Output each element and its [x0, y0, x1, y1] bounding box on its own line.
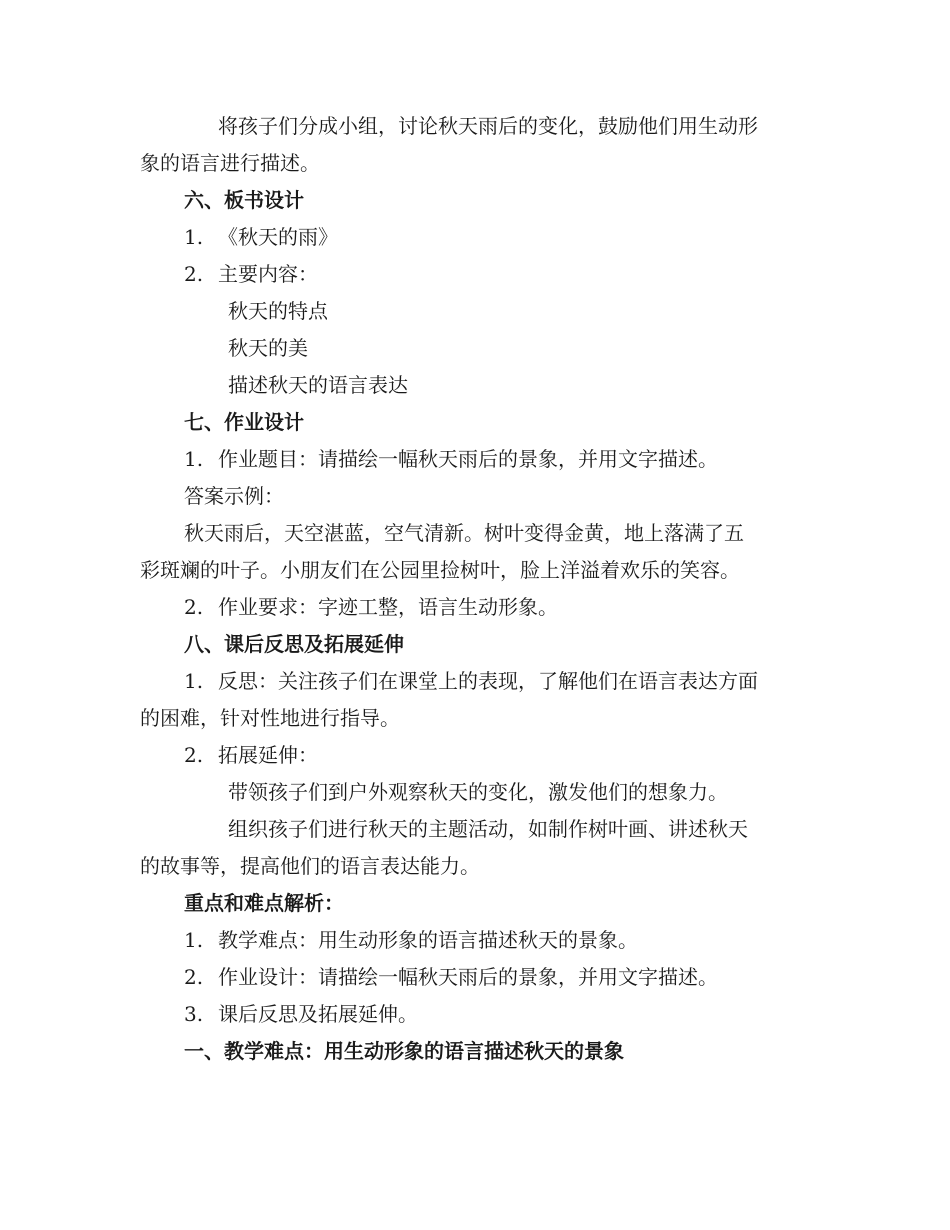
analysis-heading: 重点和难点解析： [184, 891, 344, 915]
s7-item-1-num: 1. [184, 447, 204, 471]
s8-item-2 [140, 737, 810, 774]
section-1-heading: 一、教学难点：用生动形象的语言描述秋天的景象 [184, 1039, 624, 1063]
intro-line-2: 象的语言进行描述。 [140, 151, 320, 175]
s8-item-2-num: 2. [184, 743, 204, 767]
analysis-item-3 [140, 996, 810, 1033]
analysis-item-2 [140, 959, 810, 996]
section-7-heading: 七、作业设计 [184, 410, 304, 434]
s8-sub-2-line-2: 的故事等，提高他们的语言表达能力。 [140, 854, 480, 878]
s7-item-1 [140, 441, 810, 478]
s7-answer-label: 答案示例： [184, 484, 284, 508]
s6-sub-3: 描述秋天的语言表达 [228, 373, 408, 397]
s8-item-2-text: 拓展延伸： [218, 743, 318, 767]
analysis-item-2-num: 2. [184, 965, 204, 989]
s6-item-1-text: 《秋天的雨》 [218, 225, 338, 249]
s6-sub-2: 秋天的美 [228, 336, 308, 360]
analysis-item-3-text: 课后反思及拓展延伸。 [218, 1002, 418, 1026]
s7-answer-line-1: 秋天雨后，天空湛蓝，空气清新。树叶变得金黄，地上落满了五 [184, 521, 744, 545]
s7-item-2-text: 作业要求：字迹工整，语言生动形象。 [218, 595, 558, 619]
analysis-item-3-num: 3. [184, 1002, 204, 1026]
s6-item-2-text: 主要内容： [218, 262, 318, 286]
analysis-item-1-text: 教学难点：用生动形象的语言描述秋天的景象。 [218, 928, 638, 952]
s8-item-1-text: 反思：关注孩子们在课堂上的表现，了解他们在语言表达方面 [218, 669, 758, 693]
s6-item-2-num: 2. [184, 262, 204, 286]
s7-item-1-text: 作业题目：请描绘一幅秋天雨后的景象，并用文字描述。 [218, 447, 718, 471]
s8-sub-1: 带领孩子们到户外观察秋天的变化，激发他们的想象力。 [228, 780, 728, 804]
s8-item-1-line-1 [140, 663, 810, 700]
intro-line-1: 将孩子们分成小组，讨论秋天雨后的变化，鼓励他们用生动形 [218, 114, 758, 138]
s6-sub-1: 秋天的特点 [228, 299, 328, 323]
s7-item-2-num: 2. [184, 595, 204, 619]
analysis-item-2-text: 作业设计：请描绘一幅秋天雨后的景象，并用文字描述。 [218, 965, 718, 989]
s8-sub-2-line-1: 组织孩子们进行秋天的主题活动，如制作树叶画、讲述秋天 [228, 817, 748, 841]
analysis-item-1-num: 1. [184, 928, 204, 952]
s6-item-1 [140, 219, 810, 256]
s8-item-1-num: 1. [184, 669, 204, 693]
s7-answer-line-2: 彩斑斓的叶子。小朋友们在公园里捡树叶，脸上洋溢着欢乐的笑容。 [140, 558, 740, 582]
analysis-item-1 [140, 922, 810, 959]
s8-item-1-line-2: 的困难，针对性地进行指导。 [140, 706, 400, 730]
section-6-heading: 六、板书设计 [184, 188, 304, 212]
s6-item-2 [140, 256, 810, 293]
s7-item-2 [140, 589, 810, 626]
section-8-heading: 八、课后反思及拓展延伸 [184, 632, 404, 656]
document-body [140, 108, 810, 1070]
s6-item-1-num: 1. [184, 225, 204, 249]
